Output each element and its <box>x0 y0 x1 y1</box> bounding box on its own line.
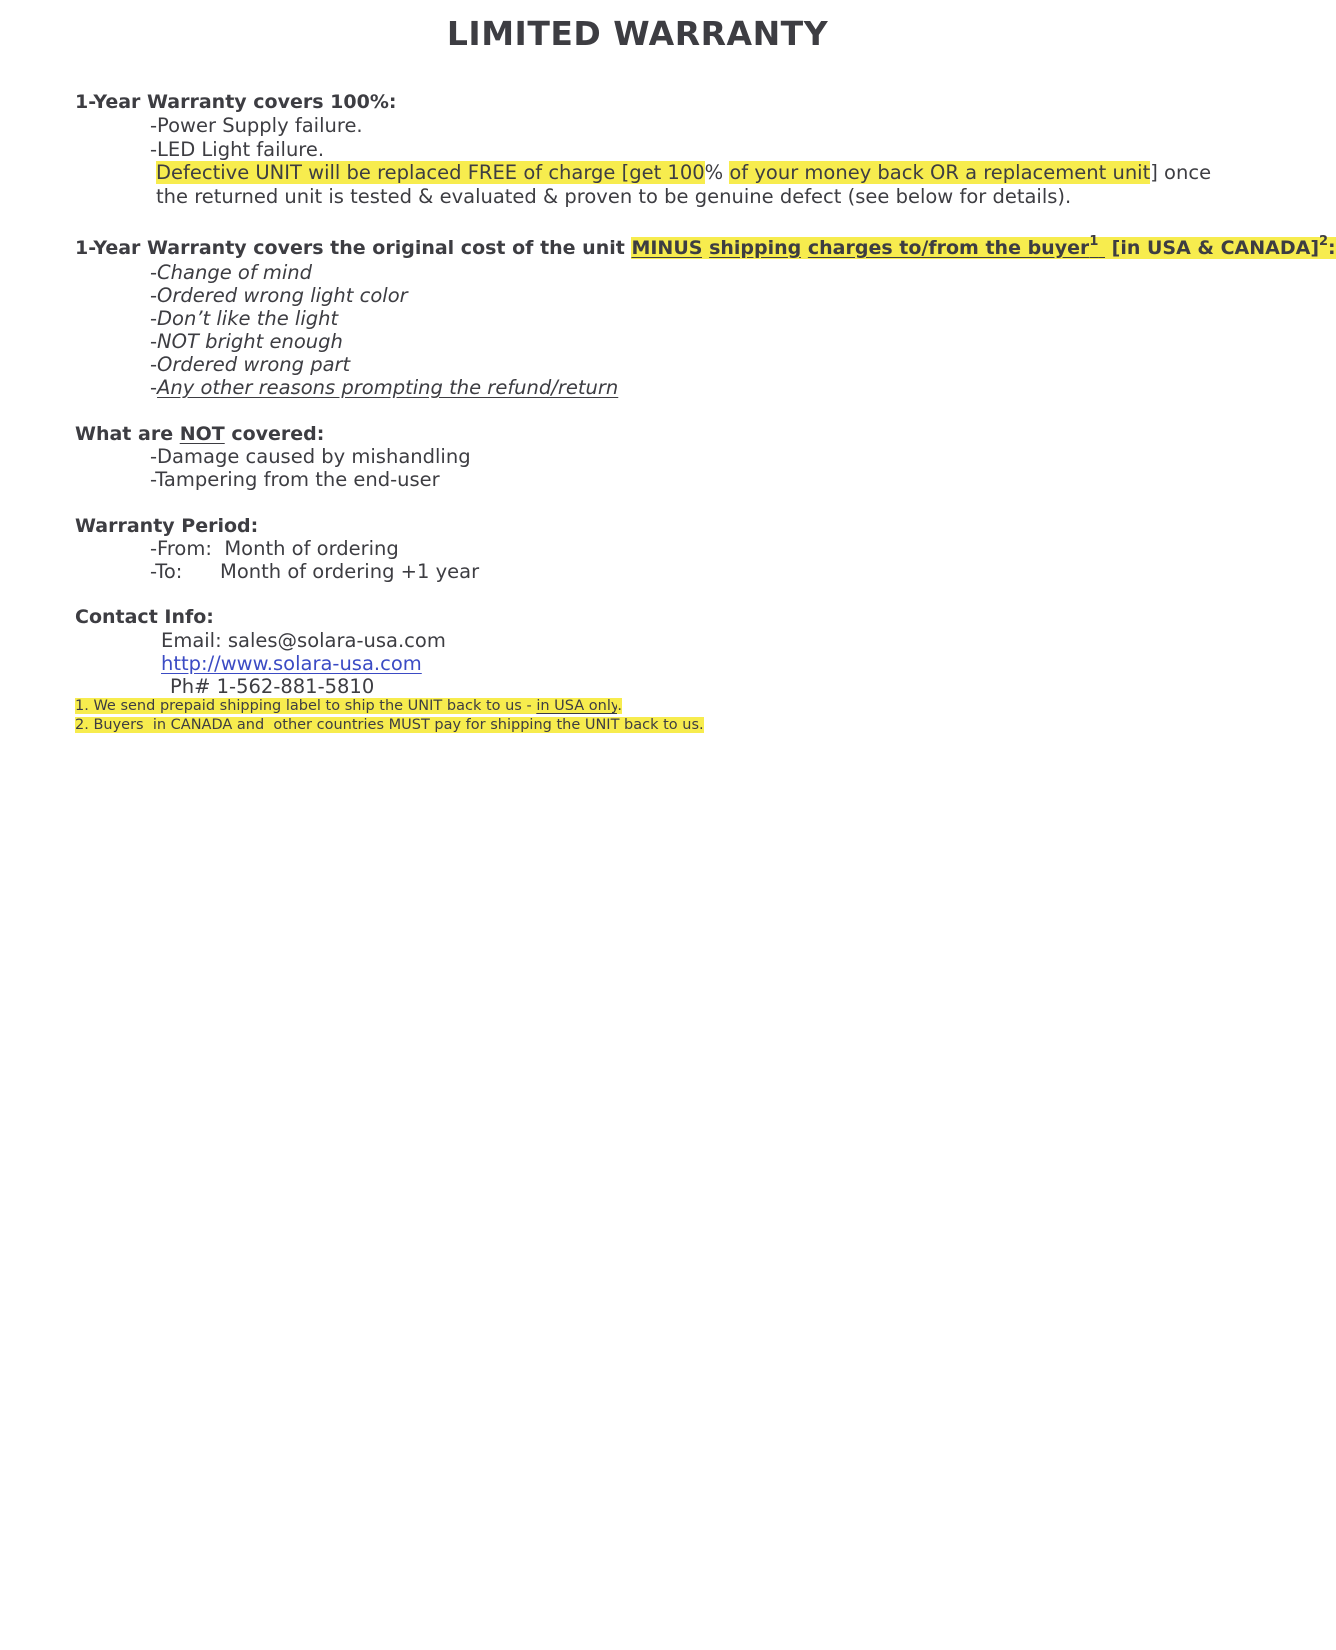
warranty-period-heading: Warranty Period: <box>75 515 259 537</box>
website-link[interactable]: http://www.solara-usa.com <box>161 652 422 675</box>
warranty-cost-heading <box>75 234 1336 259</box>
usa-only-label: in USA only <box>536 698 618 714</box>
minus-label: MINUS <box>631 237 703 259</box>
contact-phone: Ph# 1-562-881-5810 <box>170 675 375 698</box>
refund-reason-item: -Change of mind <box>150 261 313 284</box>
not-covered-item: -Tampering from the end-user <box>150 468 440 491</box>
replacement-note <box>156 161 1216 209</box>
replacement-note-part1: Defective UNIT will be replaced FREE of charge [get 100 <box>156 161 705 184</box>
refund-reason-item: -Ordered wrong part <box>150 353 351 376</box>
warranty-cost-heading-text: 1-Year Warranty covers the original cost of the unit <box>75 237 632 259</box>
warranty-100-heading: 1-Year Warranty covers 100%: <box>75 91 397 113</box>
charges-label: charges to/from the buyer <box>807 237 1090 259</box>
shipping-label: shipping <box>709 237 802 259</box>
not-covered-item: -Damage caused by mishandling <box>150 445 471 468</box>
refund-reason-item: -Ordered wrong light color <box>150 284 408 307</box>
footnote-ref-1: 1 <box>1089 234 1099 249</box>
footnote-ref-2: 2 <box>1319 234 1329 249</box>
period-from: -From: Month of ordering <box>150 537 399 560</box>
led-light-item: -LED Light failure. <box>150 138 325 161</box>
refund-reason-item: -NOT bright enough <box>150 330 343 353</box>
region-label: [in USA & CANADA] <box>1105 237 1319 259</box>
replacement-note-part2: % <box>704 161 724 184</box>
contact-heading: Contact Info: <box>75 606 214 628</box>
not-covered-heading: What are NOT covered: <box>75 423 325 445</box>
page-title: LIMITED WARRANTY <box>446 14 829 53</box>
footnote-2: 2. Buyers in CANADA and other countries MUST pay for shipping the UNIT back to us. <box>75 717 704 733</box>
footnote-1: 1. We send prepaid shipping label to ship the UNIT back to us - in USA only. <box>75 698 622 714</box>
refund-reason-item: -Don’t like the light <box>150 307 339 330</box>
power-supply-item: -Power Supply failure. <box>150 114 363 137</box>
heading-colon: : <box>1328 237 1336 259</box>
period-to: -To: Month of ordering +1 year <box>150 560 480 583</box>
replacement-note-part3: of your money back OR a replacement unit <box>729 161 1151 184</box>
not-label: NOT <box>179 423 225 445</box>
refund-reason-item: -Any other reasons prompting the refund/return <box>150 376 619 399</box>
contact-email: Email: sales@solara-usa.com <box>161 629 446 652</box>
replacement-note-part4: ] once the returned unit is tested & evaluated & proven to be genuine defect (see below for details). <box>156 161 1212 208</box>
